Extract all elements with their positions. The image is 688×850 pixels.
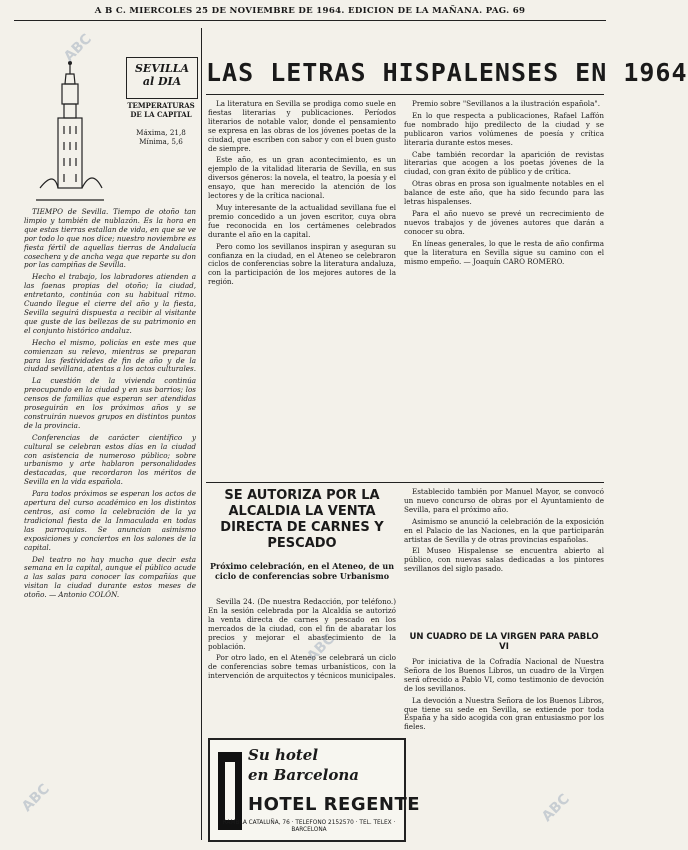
right-lower-top-text bbox=[404, 488, 604, 628]
article-paragraph: Para el año nuevo se prevé un recrecimiento de nuevos trabajos y de jóvenes autores que darán a conocer su obra. bbox=[404, 208, 604, 236]
temp-max: Máxima, 21,8 bbox=[136, 128, 186, 137]
column-paragraph: Hecho el trabajo, los labradores atienden a las faenas propias del otoño; la ciudad, entretanto, continúa con su habitual ritmo. Cuando llegue el cierre del año y la fiesta, Sevilla seguirá dispuesta a recibir al visitante que guste de las bellezas de su patrimonio en el conjunto histórico andaluz. bbox=[24, 272, 196, 335]
article-paragraph: La literatura en Sevilla se prodiga como suele en fiestas literarias y publicaciones. Períodos literarios de notable valor, donde el pensamiento se expresa en las obras de los jóvenes poetas de la ciudad, que escriben con sabor y con el buen gusto de siempre. bbox=[208, 99, 396, 153]
letras-column-1 bbox=[208, 100, 396, 476]
article-paragraph: Sevilla 24. (De nuestra Redacción, por teléfono.) En la sesión celebrada por la Alcaldía se autorizó la venta directa de carnes y pescado en los mercados de la ciudad, con el fin de abaratar los precios y mejorar el abastecimiento de la población. bbox=[208, 597, 396, 651]
giralda-illustration bbox=[34, 60, 106, 210]
article-paragraph: El Museo Hispalense se encuentra abierto al público, con nuevas salas dedicadas a los pintores sevillanos del siglo pasado. bbox=[404, 546, 604, 574]
letras-hispalenses-title: LAS LETRAS HISPALENSES EN 1964 bbox=[206, 52, 604, 95]
article-paragraph: En lo que respecta a publicaciones, Rafael Laffón fue nombrado hijo predilecto de la ciudad y se publicaron varios volúmenes de poesía y crítica literaria durante estos meses. bbox=[404, 110, 604, 147]
ad-line-1: Su hotel bbox=[248, 746, 319, 764]
cuadro-virgen-body bbox=[404, 658, 604, 840]
column-paragraph: Hecho el mismo, policías en este mes que comienzan su relevo, mientras se preparan para las festividades de fin de año y de la ciudad sevillana, atentas a los actos culturales. bbox=[24, 337, 196, 374]
column-paragraph: Para todos próximos se esperan los actos de apertura del curso académico en los distintos centros, así como la celebración de la ya tradicional fiesta de la Inmaculada en todas las parroquias. Se anuncian asimismo exposiciones y conciertos en los salones de la capital. bbox=[24, 489, 196, 552]
article-paragraph: La devoción a Nuestra Señora de los Buenos Libros, que tiene su sede en Sevilla, se extiende por toda España y ha sido acogida con gran entusiasmo por los fieles. bbox=[404, 695, 604, 732]
column-paragraph: Del teatro no hay mucho que decir esta semana en la capital, aunque el público acude a las salas para conocer las compañías que visitan la ciudad durante estos meses de otoño. — Antonio COLÓN. bbox=[24, 554, 196, 600]
venta-directa-headline: SE AUTORIZA POR LA ALCALDIA LA VENTA DIRECTA DE CARNES Y PESCADO bbox=[220, 488, 384, 551]
venta-directa-body bbox=[208, 598, 396, 732]
temperatures-block bbox=[126, 102, 196, 158]
article-paragraph: Pero como los sevillanos inspiran y aseguran su confianza en la ciudad, en el Ateneo se celebraron ciclos de conferencias sobre la literatura andaluza, con la participación de los mejores autores de la región. bbox=[208, 241, 396, 287]
ad-address: RAMBLA CATALUÑA, 76 · TELEFONO 2152570 · TEL. TELEX · BARCELONA bbox=[222, 820, 396, 833]
temperatures-heading: TEMPERATURAS DE LA CAPITAL bbox=[127, 101, 195, 119]
article-paragraph: Otras obras en prosa son igualmente notables en el balance de este año, que ha sido fecundo para las letras hispalenses. bbox=[404, 179, 604, 207]
venta-directa-subtitle: Próximo celebración, en el Ateneo, de un ciclo de conferencias sobre Urbanismo bbox=[209, 561, 395, 581]
watermark: ABC bbox=[538, 791, 573, 825]
article-paragraph: Establecido también por Manuel Mayor, se convocó un nuevo concurso de obras por el Ayuntamiento de Sevilla, para el próximo año. bbox=[404, 487, 604, 514]
column-paragraph: La cuestión de la vivienda continúa preocupando en la ciudad y en sus barrios; los censos de familias que esperan ser atendidas proseguirán en los próximos años y se construirán nuevos grupos en distintos puntos de la provincia. bbox=[24, 376, 196, 430]
ad-line-2: en Barcelona bbox=[248, 766, 359, 784]
letras-column-2 bbox=[404, 100, 604, 476]
column-paragraph: Conferencias de carácter científico y cultural se celebran estos días en la ciudad con asistencia de numeroso público; sobre urbanismo y arte hablaron personalidades destacadas, que recordaron los méritos de Sevilla en la vida española. bbox=[24, 432, 196, 487]
ad-hotel-name: HOTEL REGENTE bbox=[248, 794, 421, 815]
column-divider bbox=[201, 28, 202, 840]
column-paragraph: TIEMPO de Sevilla. Tiempo de otoño tan limpio y también de nublazón. Es la hora en que estas tierras estallan de vida, en que se ve por todo lo que nos dice; nuestro noviembre es fiesta fértil de aquellas tierras de Andalucía cosechera y de ancha vega que reparte su don por las campiñas de Sevilla. bbox=[24, 207, 196, 270]
article-paragraph: Premio sobre "Sevillanos a la ilustración española". bbox=[412, 99, 600, 108]
page-header: A B C. MIERCOLES 25 DE NOVIEMBRE DE 1964. EDICION DE LA MAÑANA. PAG. 69 bbox=[94, 6, 526, 16]
watermark: ABC bbox=[303, 631, 338, 665]
article-paragraph: Por iniciativa de la Cofradía Nacional de Nuestra Señora de los Buenos Libros, un cuadro de la Virgen será ofrecido a Pablo VI, como testimonio de devoción de los sevillanos. bbox=[404, 657, 604, 693]
article-paragraph: Este año, es un gran acontecimiento, es un ejemplo de la vitalidad literaria de Sevilla, en sus diversos géneros: la novela, el teatro, la poesía y el ensayo, que han merecido la atención de los lectores y de la crítica nacional. bbox=[208, 155, 396, 201]
hotel-regente-ad bbox=[208, 738, 421, 842]
article-paragraph: Asimismo se anunció la celebración de la exposición en el Palacio de las Naciones, en la que participarán artistas de Sevilla y de otras provincias españolas. bbox=[404, 516, 604, 544]
section-rule bbox=[206, 482, 604, 483]
sevilla-al-dia-box bbox=[126, 57, 198, 99]
box-title-line-1: SEVILLA bbox=[134, 62, 189, 75]
article-paragraph: Por otro lado, en el Ateneo se celebrará un ciclo de conferencias sobre temas urbanísticos, con la intervención de arquitectos y técnicos municipales. bbox=[208, 653, 396, 681]
box-title-line-2: al DIA bbox=[142, 75, 182, 88]
temp-min: Mínima, 5,6 bbox=[139, 136, 183, 146]
watermark: ABC bbox=[60, 31, 95, 65]
cuadro-virgen-headline: UN CUADRO DE LA VIRGEN PARA PABLO VI bbox=[409, 632, 599, 652]
article-paragraph: En líneas generales, lo que le resta de año confirma que la literatura en Sevilla sigue su camino con el mismo empeño. — Joaquín CARO ROMERO. bbox=[404, 238, 604, 266]
hotel-logo-icon bbox=[218, 752, 242, 830]
sevilla-al-dia-column bbox=[24, 208, 196, 840]
header-rule bbox=[14, 20, 606, 21]
article-paragraph: Muy interesante de la actualidad sevillana fue el premio concedido a un joven escritor, cuya obra fue reconocida en los certámenes celebrados durante el año en la capital. bbox=[208, 202, 396, 239]
article-paragraph: Cabe también recordar la aparición de revistas literarias que acogen a los poetas jóvenes de la ciudad, con gran éxito de público y de crítica. bbox=[404, 149, 604, 177]
watermark: ABC bbox=[18, 781, 53, 815]
